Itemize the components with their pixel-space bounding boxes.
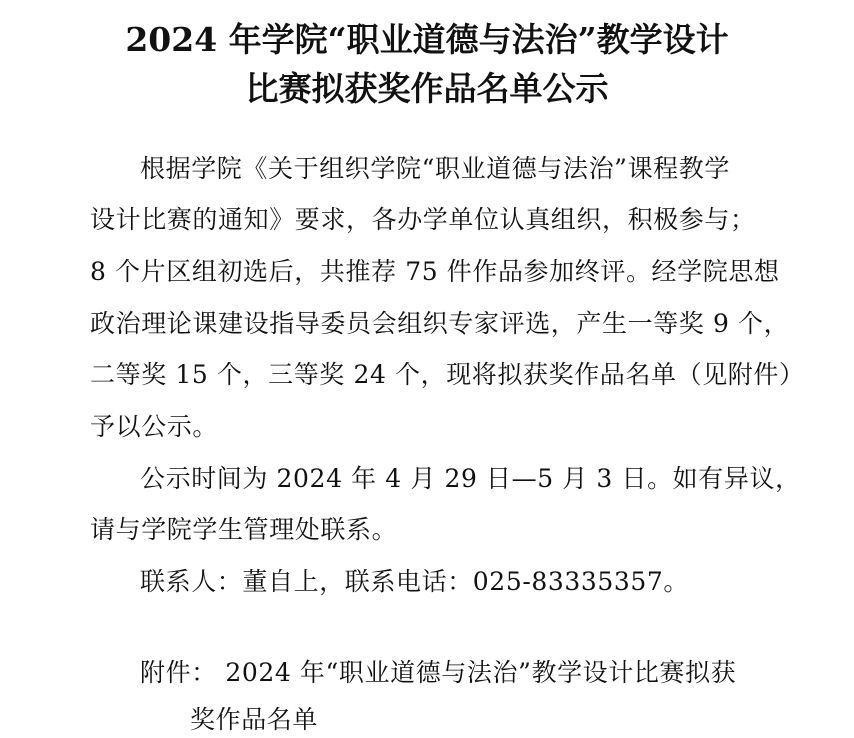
paragraph-1-line-3: 8 个片区组初选后，共推荐 75 件作品参加终评。经学院思想 (90, 257, 780, 286)
page-title-line-1: 2024 年学院“职业道德与法治”教学设计 (125, 20, 729, 59)
page-title-line-2: 比赛拟获奖作品名单公示 (245, 69, 609, 108)
paragraph-1-line-4: 政治理论课建设指导委员会组织专家评选，产生一等奖 9 个， (90, 309, 790, 338)
paragraph-1-line-6: 予以公示。 (90, 412, 219, 441)
attachment-line-1: 附件： 2024 年“职业道德与法治”教学设计比赛拟获 (140, 658, 737, 687)
paragraph-1-line-5: 二等奖 15 个，三等奖 24 个，现将拟获奖作品名单（见附件） (90, 360, 805, 389)
paragraph-1-line-2: 设计比赛的通知》要求，各办学单位认真组织，积极参与； (90, 205, 756, 234)
paragraph-2-line-1: 公示时间为 2024 年 4 月 29 日—5 月 3 日。如有异议， (140, 464, 801, 493)
paragraph-2-line-2: 请与学院学生管理处联系。 (90, 515, 398, 544)
paragraph-1-line-1: 根据学院《关于组织学院“职业道德与法治”课程教学 (140, 154, 730, 183)
attachment-line-2: 奖作品名单 (190, 705, 319, 734)
contact-line: 联系人：董自上，联系电话：025-83335357。 (140, 567, 690, 596)
